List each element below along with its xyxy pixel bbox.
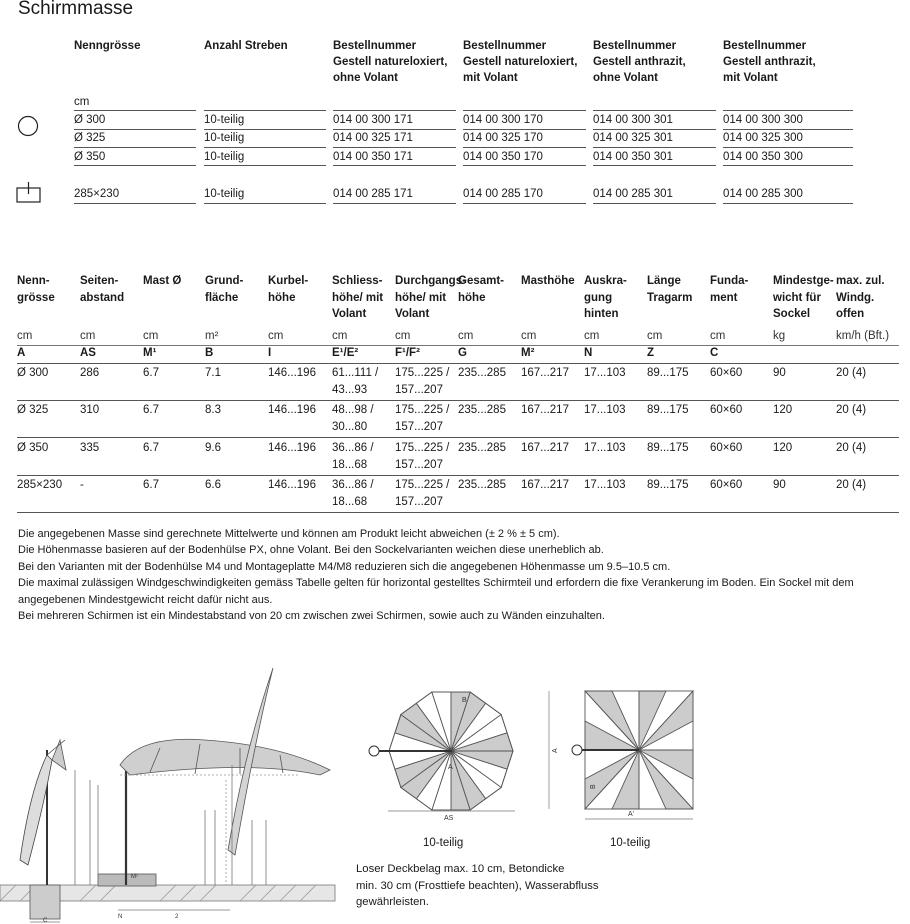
t2-cell: 167...217: [521, 442, 569, 454]
t2-header: Gesamt- höhe: [458, 275, 505, 304]
t2-cell: 285×230: [17, 479, 63, 491]
t1-rule: [463, 147, 586, 148]
t2-cell: 146...196: [268, 367, 316, 379]
t1-cell: 014 00 285 171: [333, 188, 413, 200]
t2-cell: 167...217: [521, 404, 569, 416]
t2-rule: [17, 437, 899, 438]
t2-cell: 335: [80, 442, 100, 454]
t2-rule: [17, 363, 899, 364]
t2-cell: 6.7: [143, 479, 159, 491]
t1-rule: [333, 129, 456, 130]
t2-cell: 89...175: [647, 479, 689, 491]
t2-symbol: N: [584, 347, 593, 359]
round-label-as: AS: [444, 815, 454, 822]
t2-cell: 146...196: [268, 404, 316, 416]
square-label-a: A: [552, 748, 559, 753]
t2-unit: kg: [773, 330, 786, 342]
t1-cell: 10-teilig: [204, 132, 245, 144]
t2-cell: 8.3: [205, 404, 221, 416]
t1-rule: [723, 110, 853, 111]
t1-cell: 014 00 350 171: [333, 151, 413, 163]
square-umbrella-icon: [16, 182, 42, 204]
t2-rule: [17, 345, 899, 346]
note-line: Die angegebenen Masse sind gerechnete Mittelwerte und können am Produkt leicht abweichen (± 2 % ± 5 cm).: [18, 528, 560, 540]
t2-header: Auskra- gung hinten: [584, 275, 627, 320]
t1-cell: 014 00 325 300: [723, 132, 803, 144]
t1-rule: [593, 110, 716, 111]
t1-cell: Ø 325: [74, 132, 106, 144]
t1-rule: [74, 129, 196, 130]
t2-cell: 20 (4): [836, 404, 867, 416]
side-label-2: 2: [175, 914, 179, 920]
t2-cell: 60×60: [710, 479, 743, 491]
t1-rule: [74, 147, 196, 148]
t1-header-natural-volant: Bestellnummer Gestell natureloxiert, mit Volant: [463, 40, 578, 84]
t1-cell: 014 00 285 170: [463, 188, 543, 200]
t2-unit: cm: [80, 330, 96, 342]
t1-rule: [723, 165, 853, 166]
t2-cell: 36...86 / 18...68: [332, 442, 374, 471]
t2-cell: 146...196: [268, 442, 316, 454]
t2-cell: 60×60: [710, 404, 743, 416]
side-label-m1: M¹: [131, 874, 138, 880]
t2-header: Seiten- abstand: [80, 275, 125, 304]
t2-cell: Ø 300: [17, 367, 49, 379]
t2-rule: [17, 512, 899, 513]
t1-rule: [204, 129, 326, 130]
t2-cell: 20 (4): [836, 367, 867, 379]
t2-cell: 175...225 / 157...207: [395, 442, 450, 471]
t2-cell: 235...285: [458, 479, 506, 491]
t2-cell: 17...103: [584, 479, 626, 491]
t1-rule: [463, 110, 586, 111]
round-plan-drawing: [360, 683, 530, 833]
t2-cell: 89...175: [647, 404, 689, 416]
t1-rule: [204, 147, 326, 148]
t2-symbol: Z: [647, 347, 655, 359]
t2-cell: Ø 325: [17, 404, 49, 416]
t2-symbol: C: [710, 347, 719, 359]
t2-rule: [17, 400, 899, 401]
t2-cell: 286: [80, 367, 100, 379]
t2-cell: 48...98 / 30...80: [332, 404, 374, 433]
t1-cell: 014 00 325 171: [333, 132, 413, 144]
t1-header-anthracite-volant: Bestellnummer Gestell anthrazit, mit Volant: [723, 40, 816, 84]
t1-unit: cm: [74, 96, 90, 108]
page-title: Schirmmasse: [18, 0, 134, 19]
t2-header: Grund- fläche: [205, 275, 244, 304]
t2-unit: m²: [205, 330, 219, 342]
t1-rule: [333, 165, 456, 166]
t1-cell: Ø 300: [74, 114, 106, 126]
t2-cell: 235...285: [458, 367, 506, 379]
t2-cell: 235...285: [458, 442, 506, 454]
t1-rule: [333, 147, 456, 148]
t2-unit: cm: [458, 330, 474, 342]
t2-header: Masthöhe: [521, 275, 575, 287]
t2-header: Durchgangs- höhe/ mit Volant: [395, 275, 466, 320]
t1-rule: [74, 203, 196, 204]
t1-cell: 014 00 300 170: [463, 114, 543, 126]
t2-cell: 120: [773, 404, 793, 416]
t1-rule: [463, 203, 586, 204]
side-elevation-drawing: [0, 660, 340, 924]
t1-header-anthracite-no-volant: Bestellnummer Gestell anthrazit, ohne Volant: [593, 40, 686, 84]
t2-symbol: AS: [80, 347, 96, 359]
t2-cell: 9.6: [205, 442, 221, 454]
t2-cell: 89...175: [647, 442, 689, 454]
t2-unit: cm: [332, 330, 348, 342]
t1-cell: 285×230: [74, 188, 120, 200]
t1-rule: [723, 147, 853, 148]
t1-cell: 014 00 300 171: [333, 114, 413, 126]
t2-header: max. zul. Windg. offen: [836, 275, 885, 320]
t2-cell: Ø 350: [17, 442, 49, 454]
t2-unit: cm: [268, 330, 284, 342]
t2-header: Funda- ment: [710, 275, 749, 304]
t1-cell: 014 00 325 170: [463, 132, 543, 144]
t1-cell: 014 00 350 301: [593, 151, 673, 163]
t1-rule: [333, 203, 456, 204]
t2-header: Mindestge- wicht für Sockel: [773, 275, 834, 320]
t2-unit: cm: [710, 330, 726, 342]
t2-symbol: E¹/E²: [332, 347, 359, 359]
t2-header: Kurbel- höhe: [268, 275, 309, 304]
t2-cell: 120: [773, 442, 793, 454]
t2-cell: 7.1: [205, 367, 221, 379]
t1-cell: Ø 350: [74, 151, 106, 163]
t2-cell: 89...175: [647, 367, 689, 379]
t2-cell: 175...225 / 157...207: [395, 404, 450, 433]
t2-symbol: A: [17, 347, 26, 359]
side-label-c: C: [43, 918, 48, 924]
t2-cell: 6.7: [143, 442, 159, 454]
t2-cell: -: [80, 479, 84, 491]
t2-cell: 310: [80, 404, 100, 416]
t1-rule: [74, 110, 196, 111]
t1-rule: [204, 110, 326, 111]
t2-cell: 6.7: [143, 367, 159, 379]
t2-unit: cm: [584, 330, 600, 342]
t1-cell: 014 00 300 301: [593, 114, 673, 126]
t2-cell: 17...103: [584, 367, 626, 379]
t2-cell: 20 (4): [836, 479, 867, 491]
t1-rule: [593, 165, 716, 166]
t1-cell: 014 00 350 170: [463, 151, 543, 163]
t2-header: Nenn- grösse: [17, 275, 55, 304]
side-label-n: N: [118, 914, 123, 920]
t2-rule: [17, 475, 899, 476]
t2-cell: 167...217: [521, 479, 569, 491]
t2-symbol: G: [458, 347, 467, 359]
t2-cell: 20 (4): [836, 442, 867, 454]
caption-square: 10-teilig: [610, 837, 651, 849]
t2-cell: 17...103: [584, 442, 626, 454]
t2-symbol: F¹/F²: [395, 347, 420, 359]
t2-cell: 17...103: [584, 404, 626, 416]
t1-rule: [723, 129, 853, 130]
t2-header: Länge Tragarm: [647, 275, 693, 304]
t1-cell: 014 00 285 300: [723, 188, 803, 200]
t2-cell: 175...225 / 157...207: [395, 367, 450, 396]
t1-rule: [204, 165, 326, 166]
square-label-a2: A': [628, 811, 635, 818]
t1-cell: 10-teilig: [204, 151, 245, 163]
t2-unit: cm: [143, 330, 159, 342]
square-label-b: B: [590, 784, 597, 789]
t1-rule: [593, 147, 716, 148]
t2-cell: 235...285: [458, 404, 506, 416]
t1-cell: 014 00 300 300: [723, 114, 803, 126]
t2-cell: 167...217: [521, 367, 569, 379]
t1-rule: [463, 129, 586, 130]
round-label-a: A: [448, 764, 453, 771]
t2-unit: cm: [647, 330, 663, 342]
t2-cell: 146...196: [268, 479, 316, 491]
t1-rule: [593, 129, 716, 130]
t2-unit: km/h (Bft.): [836, 330, 890, 342]
t1-rule: [723, 203, 853, 204]
square-plan-drawing: [545, 685, 715, 825]
t1-cell: 014 00 325 301: [593, 132, 673, 144]
t1-rule: [593, 203, 716, 204]
t2-header: Schliess- höhe/ mit Volant: [332, 275, 384, 320]
t2-symbol: B: [205, 347, 214, 359]
note-line: Bei mehreren Schirmen ist ein Mindestabstand von 20 cm zwischen zwei Schirmen, sowie auch zu Wänden einzuhalten.: [18, 610, 605, 622]
t2-cell: 60×60: [710, 442, 743, 454]
caption-round: 10-teilig: [423, 837, 464, 849]
t2-cell: 61...111 / 43...93: [332, 367, 379, 396]
note-line: Die maximal zulässigen Windgeschwindigkeiten gemäss Tabelle gelten für horizontal gestelltes Schirmteil und erfordern die fixe Verankerung im Boden. Ein Sockel mit dem: [18, 577, 854, 589]
t2-cell: 90: [773, 367, 786, 379]
t1-rule: [74, 165, 196, 166]
t2-cell: 60×60: [710, 367, 743, 379]
t1-rule: [204, 203, 326, 204]
t2-symbol: I: [268, 347, 272, 359]
t2-unit: cm: [17, 330, 33, 342]
t2-cell: 175...225 / 157...207: [395, 479, 450, 508]
t1-rule: [333, 110, 456, 111]
t2-symbol: M¹: [143, 347, 157, 359]
caption-ground: Loser Deckbelag max. 10 cm, Betondicke min. 30 cm (Frosttiefe beachten), Wasserabfluss gewährleisten.: [356, 863, 599, 908]
t2-cell: 36...86 / 18...68: [332, 479, 374, 508]
round-umbrella-icon: [17, 115, 39, 137]
t1-rule: [463, 165, 586, 166]
t1-cell: 10-teilig: [204, 114, 245, 126]
t1-cell: 014 00 350 300: [723, 151, 803, 163]
t1-cell: 014 00 285 301: [593, 188, 673, 200]
note-line: angegebenen Mindestgewicht reicht dafür nicht aus.: [18, 594, 273, 606]
t2-unit: cm: [395, 330, 411, 342]
note-line: Die Höhenmasse basieren auf der Bodenhülse PX, ohne Volant. Bei den Sockelvarianten weichen diese unerheblich ab.: [18, 544, 604, 556]
t2-cell: 90: [773, 479, 786, 491]
round-label-b: B: [462, 697, 467, 704]
t2-cell: 6.7: [143, 404, 159, 416]
t2-unit: cm: [521, 330, 537, 342]
t1-header-natural-no-volant: Bestellnummer Gestell natureloxiert, ohne Volant: [333, 40, 448, 84]
t2-symbol: M²: [521, 347, 535, 359]
t1-header-size: Nenngrösse: [74, 40, 141, 52]
note-line: Bei den Varianten mit der Bodenhülse M4 und Montageplatte M4/M8 reduzieren sich die angegebenen Höhenmasse um 9.5–10.5 cm.: [18, 561, 671, 573]
t1-header-ribs: Anzahl Streben: [204, 40, 288, 52]
t2-header: Mast Ø: [143, 275, 182, 287]
t1-cell: 10-teilig: [204, 188, 245, 200]
t2-cell: 6.6: [205, 479, 221, 491]
